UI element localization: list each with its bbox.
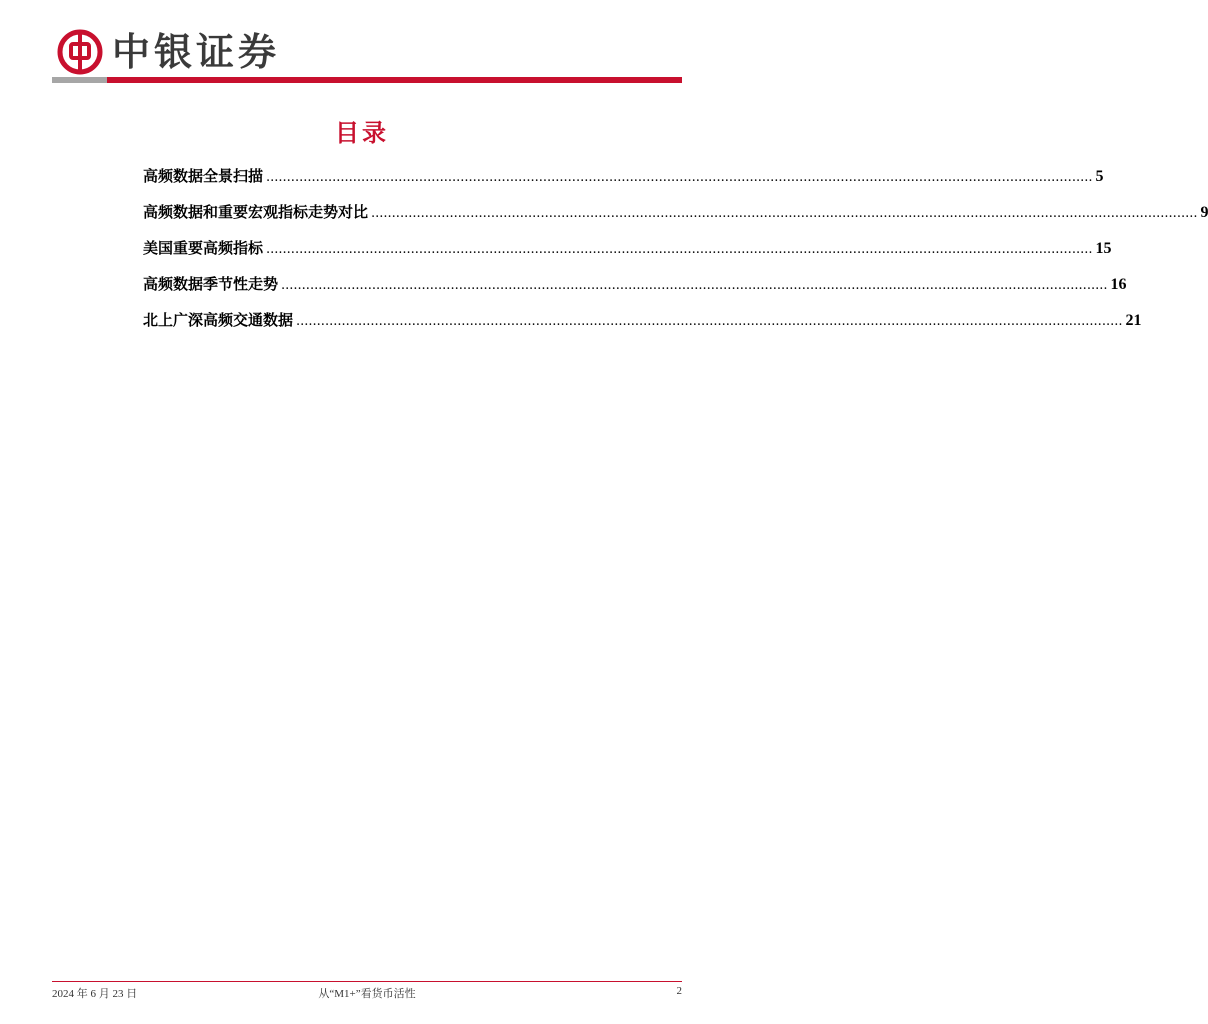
toc-leader-dots: ........................................................................................................................................................................................................ [266,242,1093,257]
toc-title: 目录 [335,119,389,147]
toc-leader-dots: ........................................................................................................................................................................................................ [296,314,1123,329]
footer-report-title: 从“M1+”看货币活性 [318,988,416,1000]
toc-leader-dots: ........................................................................................................................................................................................................ [371,206,1198,221]
toc-entry-label: 高频数据全景扫描 [143,167,264,185]
header-rule-red [107,77,682,83]
toc-entry-page: 21 [1125,312,1142,329]
toc-entry[interactable] [143,165,1104,201]
toc-entry-page: 5 [1095,168,1104,185]
footer-rule [52,981,682,982]
toc-entry[interactable] [143,309,1142,345]
toc-entry[interactable] [143,237,1112,273]
toc-entry-page: 15 [1095,240,1112,257]
toc-entry-label: 北上广深高频交通数据 [143,311,294,329]
table-of-contents [143,165,1208,345]
footer-page-number: 2 [676,985,682,997]
toc-leader-dots: ........................................................................................................................................................................................................ [266,170,1093,185]
toc-leader-dots: ........................................................................................................................................................................................................ [281,278,1108,293]
toc-entry-page: 16 [1110,276,1127,293]
footer-date: 2024 年 6 月 23 日 [52,988,138,1000]
toc-entry[interactable] [143,273,1127,309]
header-rule-gray [52,77,107,83]
toc-entry-page: 9 [1200,204,1208,221]
brand-name: 中银证券 [112,30,281,74]
toc-entry-label: 高频数据和重要宏观指标走势对比 [143,203,369,221]
toc-entry-label: 美国重要高频指标 [143,239,264,257]
toc-entry[interactable] [143,201,1208,237]
page-header [0,0,724,90]
toc-entry-label: 高频数据季节性走势 [143,275,279,293]
bank-of-china-logo-icon [57,29,103,75]
